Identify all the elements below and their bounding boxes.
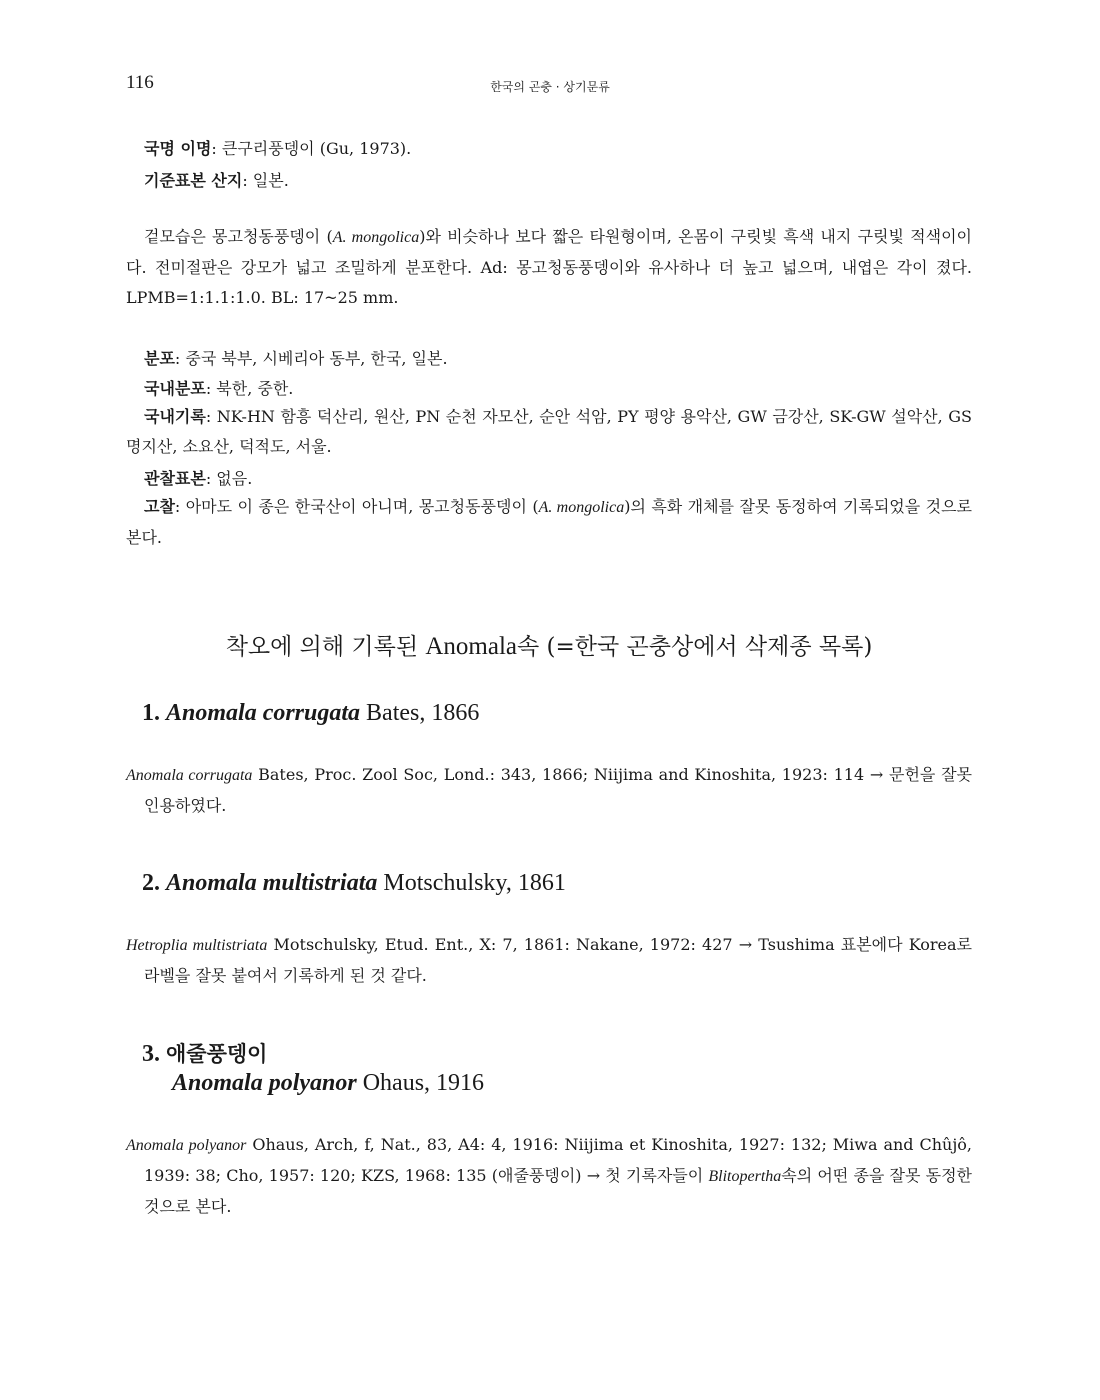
- ref-italic-genus: Blitopertha: [708, 1168, 782, 1185]
- entry-heading-1: [142, 700, 479, 727]
- page-number: 116: [126, 72, 154, 93]
- ref-italic: Hetroplia multistriata: [126, 937, 268, 954]
- field-label: 국내분포: [144, 379, 206, 398]
- running-title: 한국의 곤충 · 상기문류: [490, 80, 610, 94]
- section-genus: Anomala: [425, 633, 518, 660]
- entry-reference-1: [126, 760, 972, 821]
- remark-text-1: : 아마도 이 종은 한국산이 아니며, 몽고청동풍뎅이 (: [174, 497, 539, 516]
- entry-number: 1.: [142, 700, 160, 726]
- section-heading: [126, 628, 972, 661]
- entry-number: 3.: [142, 1041, 160, 1067]
- entry-scientific-name: Anomala multistriata: [166, 870, 378, 896]
- section-prefix: 착오에 의해 기록된: [225, 634, 426, 660]
- distribution-line: [144, 346, 448, 369]
- field-label: 관찰표본: [144, 469, 206, 488]
- field-text: : 중국 북부, 시베리아 동부, 한국, 일본.: [174, 349, 448, 368]
- ref-text: Bates, Proc. Zool Soc, Lond.: 343, 1866; Niijima and Kinoshita, 1923: 114 → 문헌을 잘못 인용하였다.: [144, 765, 972, 815]
- field-label: 고찰: [144, 497, 175, 516]
- entry-reference-2: [126, 930, 972, 991]
- alias-name-line: [144, 136, 411, 159]
- remark-paragraph: [126, 492, 972, 553]
- field-text: : 없음.: [205, 469, 253, 488]
- desc-italic: A. mongolica: [332, 229, 420, 246]
- domestic-records-paragraph: [126, 402, 972, 462]
- entry-heading-3: [142, 1038, 267, 1068]
- observed-specimens-line: [144, 466, 252, 489]
- entry-author: Motschulsky, 1861: [377, 870, 566, 896]
- field-label: 기준표본 산지: [144, 171, 243, 190]
- field-text: : 큰구리풍뎅이 (Gu, 1973).: [211, 139, 412, 158]
- ref-text: Ohaus, Arch, f, Nat., 83, A4: 4, 1916: Niijima et Kinoshita, 1927: 132; Miwa and Chûjô, 1939: 38; Cho, 1957: 120; KZS, 1968: 135 (애줄풍뎅이) → 첫 기록자들이: [144, 1135, 973, 1185]
- field-label: 국내기록: [144, 407, 206, 426]
- field-label: 분포: [144, 349, 175, 368]
- records-text: : NK-HN 함흥 덕산리, 원산, PN 순천 자모산, 순안 석암, PY 평양 용악산, GW 금강산, SK-GW 설악산, GS 명지산, 소요산, 덕적도, 서울.: [126, 407, 972, 456]
- ref-italic: Anomala corrugata: [126, 767, 253, 784]
- entry-heading-3-latin: [172, 1070, 484, 1097]
- field-text: : 일본.: [242, 171, 289, 190]
- ref-text-end: 속의 어떤 종을 잘못 동정한 것으로 본다.: [144, 1166, 972, 1216]
- entry-author: Ohaus, 1916: [356, 1070, 485, 1096]
- desc-text-1: 겉모습은 몽고청동풍뎅이 (: [144, 227, 333, 246]
- field-label: 국명 이명: [144, 139, 212, 158]
- ref-text: Motschulsky, Etud. Ent., X: 7, 1861: Nakane, 1972: 427 → Tsushima 표본에다 Korea로 라벨을 잘못 붙여서 기록하게 된 것 같다.: [144, 935, 972, 985]
- section-suffix: 속 (=한국 곤충상에서 삭제종 목록): [517, 634, 873, 660]
- entry-author: Bates, 1866: [360, 700, 480, 726]
- description-paragraph: [126, 222, 972, 313]
- entry-reference-3: [126, 1130, 972, 1222]
- entry-korean-name: 애줄풍뎅이: [166, 1041, 268, 1066]
- domestic-distribution-line: [144, 376, 293, 399]
- desc-text-2: )와 비슷하나 보다 짧은 타원형이며, 온몸이 구릿빛 흑색 내지 구릿빛 적색이이다. 전미절판은 강모가 넓고 조밀하게 분포한다. Ad: 몽고청동풍뎅이와 유사하나 더 높고 넓으며, 내엽은 각이 졌다. LPMB=1:1.1:1.0. BL: 17~25 mm.: [126, 227, 972, 307]
- remark-italic: A. mongolica: [538, 499, 625, 516]
- ref-italic: Anomala polyanor: [126, 1137, 247, 1154]
- type-locality-line: [144, 168, 289, 191]
- entry-scientific-name: Anomala polyanor: [172, 1070, 357, 1096]
- remark-text-2: )의 흑화 개체를 잘못 동정하여 기록되었을 것으로 본다.: [126, 497, 972, 547]
- entry-heading-2: [142, 870, 566, 897]
- entry-number: 2.: [142, 870, 160, 896]
- entry-scientific-name: Anomala corrugata: [166, 700, 361, 726]
- field-text: : 북한, 중한.: [205, 379, 294, 398]
